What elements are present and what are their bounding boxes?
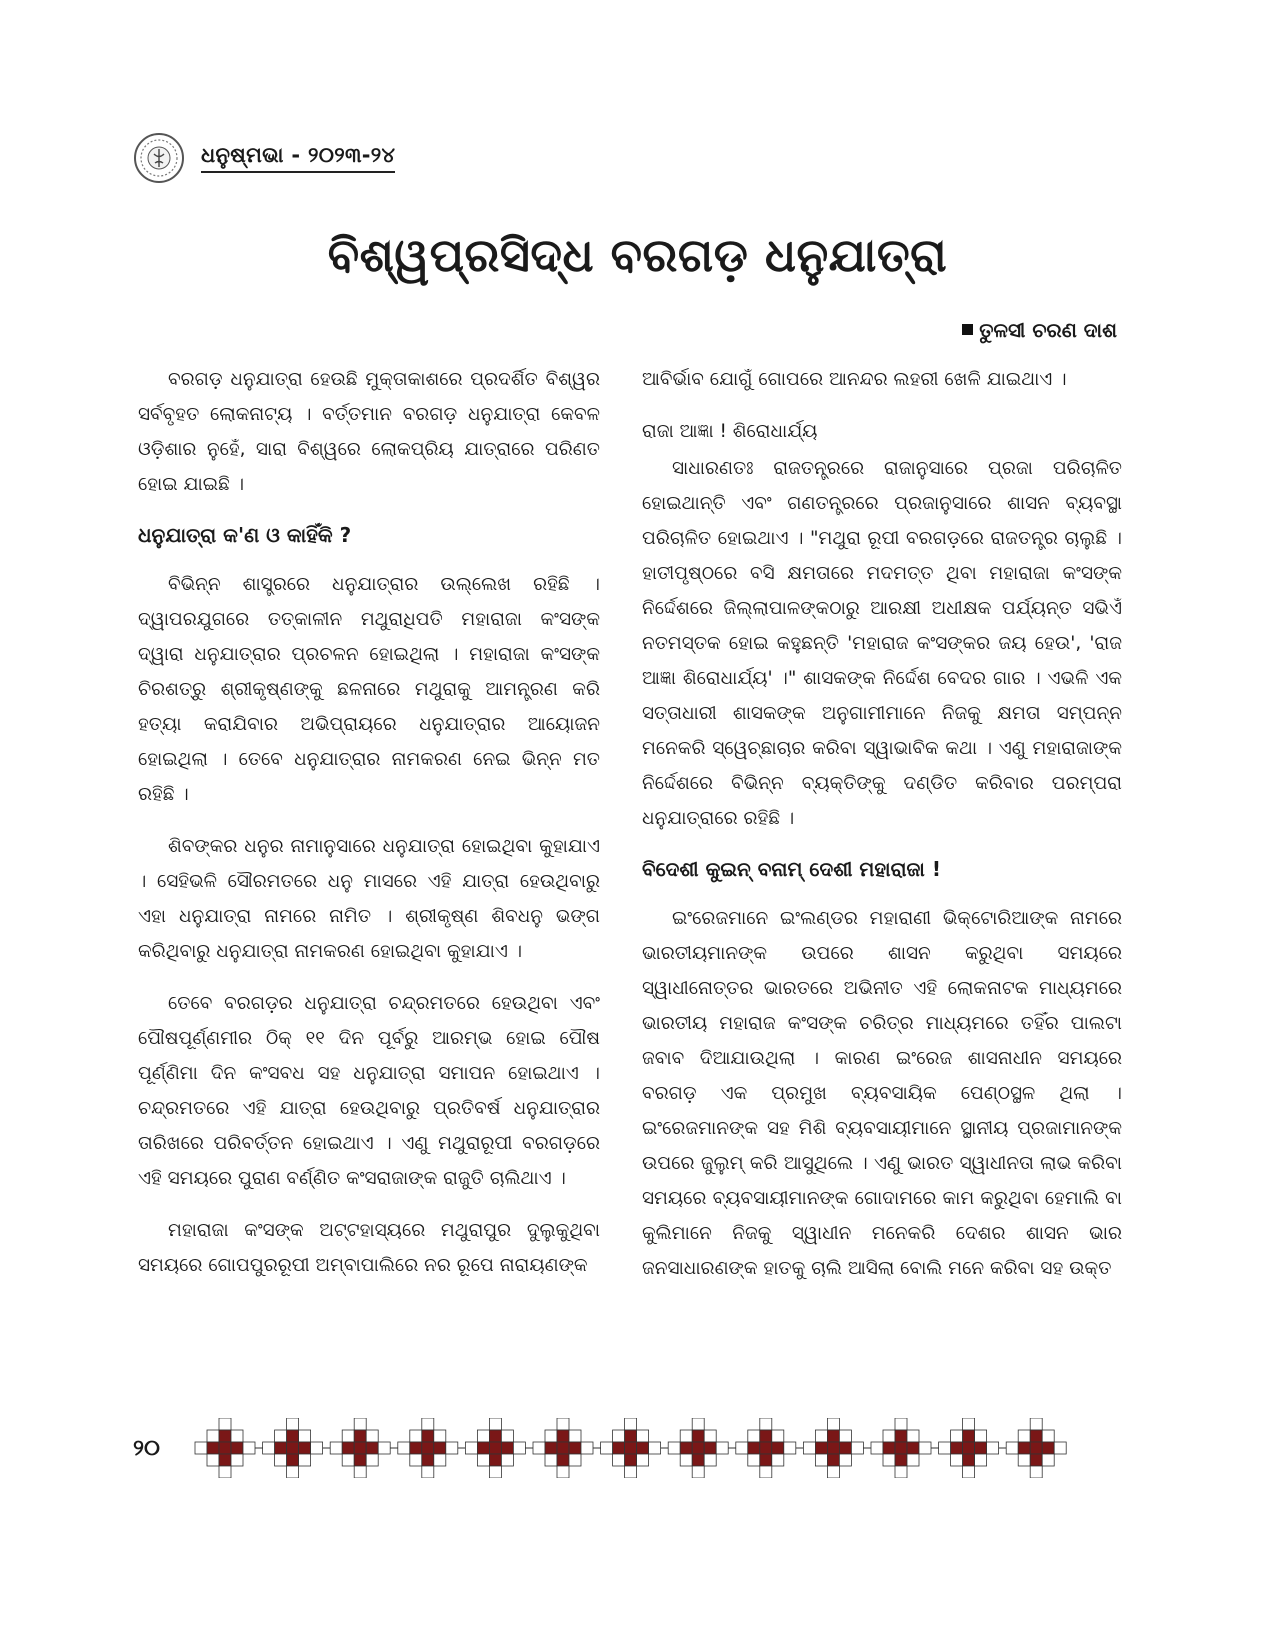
author-name: ତୁଳସୀ ଚରଣ ଦାଶ [979,318,1117,342]
cross-motif [533,1418,593,1478]
page-footer [133,1418,1123,1478]
cross-motif [939,1418,999,1478]
paragraph: ଆବିର୍ଭାବ ଯୋଗୁଁ ଗୋପରେ ଆନନ୍ଦର ଲହରୀ ଖେଳି ଯାଇଥାଏ । [642,369,1067,390]
page-number: ୨୦ [133,1435,160,1461]
ornamental-border-icon [191,1418,1071,1478]
sub-heading: ରାଜା ଆଜ୍ଞା ! ଶିରୋଧାର୍ଯ୍ୟ [642,421,818,442]
left-column [138,362,600,1300]
paragraph: ବିଭିନ୍ନ ଶାସ୍ତ୍ରରେ ଧନୁଯାତ୍ରାର ଉଲ୍ଲେଖ ରହିଛି । ଦ୍ୱାପରଯୁଗରେ ତତ୍କାଳୀନ ମଥୁରାଧିପତି ମହାରାଜା କଂସଙ୍କ ଦ୍ୱାରା ଧନୁଯାତ୍ରାର ପ୍ରଚଳନ ହୋଇଥିଲା । ମହାରାଜା କଂସଙ୍କ ଚିରଶତ୍ରୁ ଶ୍ରୀକୃଷ୍ଣଙ୍କୁ ଛଳନାରେ ମଥୁରାକୁ ଆମନ୍ତ୍ରଣ କରି ହତ୍ୟା କରାଯିବାର ଅଭିପ୍ରାୟରେ ଧନୁଯାତ୍ରାର ଆୟୋଜନ ହୋଇଥିଲା । ତେବେ ଧନୁଯାତ୍ରାର ନାମକରଣ ନେଇ ଭିନ୍ନ ମତ ରହିଛି । [138,574,600,805]
author-byline [962,318,1117,342]
journal-name: ଧନୁଷ୍ମଭା - ୨୦୨୩-୨୪ [201,143,395,173]
page-header [133,131,395,185]
cross-motif [263,1418,323,1478]
cross-motif [736,1418,796,1478]
cross-motif [668,1418,728,1478]
cross-motif [803,1418,863,1478]
cross-motif [195,1418,255,1478]
paragraph: ତେବେ ବରଗଡ଼ର ଧନୁଯାତ୍ରା ଚନ୍ଦ୍ରମତରେ ହେଉଥିବା ଏବଂ ପୌଷପୂର୍ଣ୍ଣମୀର ଠିକ୍ ୧୧ ଦିନ ପୂର୍ବରୁ ଆରମ୍ଭ ହୋଇ ପୌଷ ପୂର୍ଣ୍ଣିମା ଦିନ କଂସବଧ ସହ ଧନୁଯାତ୍ରା ସମାପନ ହୋଇଥାଏ । ଚନ୍ଦ୍ରମତରେ ଏହି ଯାତ୍ରା ହେଉଥିବାରୁ ପ୍ରତିବର୍ଷ ଧନୁଯାତ୍ରାର ତାରିଖରେ ପରିବର୍ତ୍ତନ ହୋଇଥାଏ । ଏଣୁ ମଥୁରାରୂପୀ ବରଗଡ଼ରେ ଏହି ସମୟରେ ପୁରାଣ ବର୍ଣ୍ଣିତ କଂସରାଜାଙ୍କ ରାଜୁତି ଚାଲିଥାଏ । [138,993,600,1189]
paragraph: ସାଧାରଣତଃ ରାଜତନ୍ତ୍ରରେ ରାଜାନୁସାରେ ପ୍ରଜା ପରିଚାଳିତ ହୋଇଥାନ୍ତି ଏବଂ ଗଣତନ୍ତ୍ରରେ ପ୍ରଜାନୁସାରେ ଶାସନ ବ୍ୟବସ୍ଥା ପରିଚାଳିତ ହୋଇଥାଏ । "ମଥୁରା ରୂପୀ ବରଗଡ଼ରେ ରାଜତନ୍ତ୍ର ଚାଲୁଛି । ହାତୀପୃଷ୍ଠରେ ବସି କ୍ଷମତାରେ ମଦମତ୍ତ ଥିବା ମହାରାଜା କଂସଙ୍କ ନିର୍ଦ୍ଦେଶରେ ଜିଲ୍ଲାପାଳଙ୍କଠାରୁ ଆରକ୍ଷୀ ଅଧୀକ୍ଷକ ପର୍ଯ୍ୟନ୍ତ ସଭିଏଁ ନତମସ୍ତକ ହୋଇ କହୁଛନ୍ତି 'ମହାରାଜ କଂସଙ୍କର ଜୟ ହେଉ', 'ରାଜ ଆଜ୍ଞା ଶିରୋଧାର୍ଯ୍ୟ' ।" ଶାସକଙ୍କ ନିର୍ଦ୍ଦେଶ ବେଦର ଗାର । ଏଭଳି ଏକ ସତ୍ତାଧାରୀ ଶାସକଙ୍କ ଅନୁଗାମୀମାନେ ନିଜକୁ କ୍ଷମତା ସମ୍ପନ୍ନ ମନେକରି ସ୍ୱେଚ୍ଛାଚାର କରିବା ସ୍ୱାଭାବିକ କଥା । ଏଣୁ ମହାରାଜାଙ୍କ ନିର୍ଦ୍ଦେଶରେ ବିଭିନ୍ନ ବ୍ୟକ୍ତିଙ୍କୁ ଦଣ୍ଡିତ କରିବାର ପରମ୍ପରା ଧନୁଯାତ୍ରାରେ ରହିଛି । [642,458,1122,829]
paragraph: ମହାରାଜା କଂସଙ୍କ ଅଟ୍ଟହାସ୍ୟରେ ମଥୁରାପୁର ଦୁଲୁକୁଥିବା ସମୟରେ ଗୋପପୁରରୂପୀ ଅମ୍ବାପାଲିରେ ନର ରୂପେ ନାରାୟଣଙ୍କ [138,1220,600,1276]
cross-motif [1006,1418,1066,1478]
paragraph: ଶିବଙ୍କର ଧନୁର ନାମାନୁସାରେ ଧନୁଯାତ୍ରା ହୋଇଥିବା କୁହାଯାଏ । ସେହିଭଳି ସୌରମତରେ ଧନୁ ମାସରେ ଏହି ଯାତ୍ରା ହେଉଥିବାରୁ ଏହା ଧନୁଯାତ୍ରା ନାମରେ ନାମିତ । ଶ୍ରୀକୃଷ୍ଣ ଶିବଧନୁ ଭଙ୍ଗ କରିଥିବାରୁ ଧନୁଯାତ୍ରା ନାମକରଣ ହୋଇଥିବା କୁହାଯାଏ । [138,836,600,962]
cross-motif [601,1418,661,1478]
right-column [642,362,1122,1303]
cross-motif [330,1418,390,1478]
section-heading: ବିଦେଶୀ କୁଇନ୍ ବନାମ୍ ଦେଶୀ ମହାରାଜା ! [642,857,941,881]
article-title: ବିଶ୍ୱପ୍ରସିଦ୍ଧ ବରଗଡ଼ ଧନୁଯାତ୍ରା [327,228,948,282]
cross-motif [871,1418,931,1478]
paragraph: ଇଂରେଜମାନେ ଇଂଲଣ୍ଡର ମହାରାଣୀ ଭିକ୍ଟୋରିଆଙ୍କ ନାମରେ ଭାରତୀୟମାନଙ୍କ ଉପରେ ଶାସନ କରୁଥିବା ସମୟରେ ସ୍ୱାଧୀନୋତ୍ତର ଭାରତରେ ଅଭିନୀତ ଏହି ଲୋକନାଟକ ମାଧ୍ୟମରେ ଭାରତୀୟ ମହାରାଜ କଂସଙ୍କ ଚରିତ୍ର ମାଧ୍ୟମରେ ତହିଁର ପାଲଟା ଜବାବ ଦିଆଯାଉଥିଲା । କାରଣ ଇଂରେଜ ଶାସନାଧୀନ ସମୟରେ ବରଗଡ଼ ଏକ ପ୍ରମୁଖ ବ୍ୟବସାୟିକ ପେଣ୍ଠସ୍ଥଳ ଥିଲା । ଇଂରେଜମାନଙ୍କ ସହ ମିଶି ବ୍ୟବସାୟୀମାନେ ସ୍ଥାନୀୟ ପ୍ରଜାମାନଙ୍କ ଉପରେ ଜୁଲୁମ୍ କରି ଆସୁଥିଲେ । ଏଣୁ ଭାରତ ସ୍ୱାଧୀନତା ଲାଭ କରିବା ସମୟରେ ବ୍ୟବସାୟୀମାନଙ୍କ ଗୋଦାମରେ କାମ କରୁଥିବା ହେମାଲି ବା କୁଲିମାନେ ନିଜକୁ ସ୍ୱାଧୀନ ମନେକରି ଦେଶର ଶାସନ ଭାର ଜନସାଧାରଣଙ୍କ ହାତକୁ ଚାଲି ଆସିଲା ବୋଲି ମନେ କରିବା ସହ ଉକ୍ତ [642,908,1122,1279]
square-bullet-icon [962,324,973,335]
emblem-seal-icon [133,132,185,184]
section-heading: ଧନୁଯାତ୍ରା କ'ଣ ଓ କାହିଁକି ? [138,523,352,547]
cross-motif [398,1418,458,1478]
cross-motif [465,1418,525,1478]
paragraph: ବରଗଡ଼ ଧନୁଯାତ୍ରା ହେଉଛି ମୁକ୍ତାକାଶରେ ପ୍ରଦର୍ଶିତ ବିଶ୍ୱର ସର୍ବବୃହତ ଲୋକନାଟ୍ୟ । ବର୍ତ୍ତମାନ ବରଗଡ଼ ଧନୁଯାତ୍ରା କେବଳ ଓଡ଼ିଶାର ନୁହେଁ, ସାରା ବିଶ୍ୱରେ ଲୋକପ୍ରିୟ ଯାତ୍ରାରେ ପରିଣତ ହୋଇ ଯାଇଛି । [138,369,600,495]
